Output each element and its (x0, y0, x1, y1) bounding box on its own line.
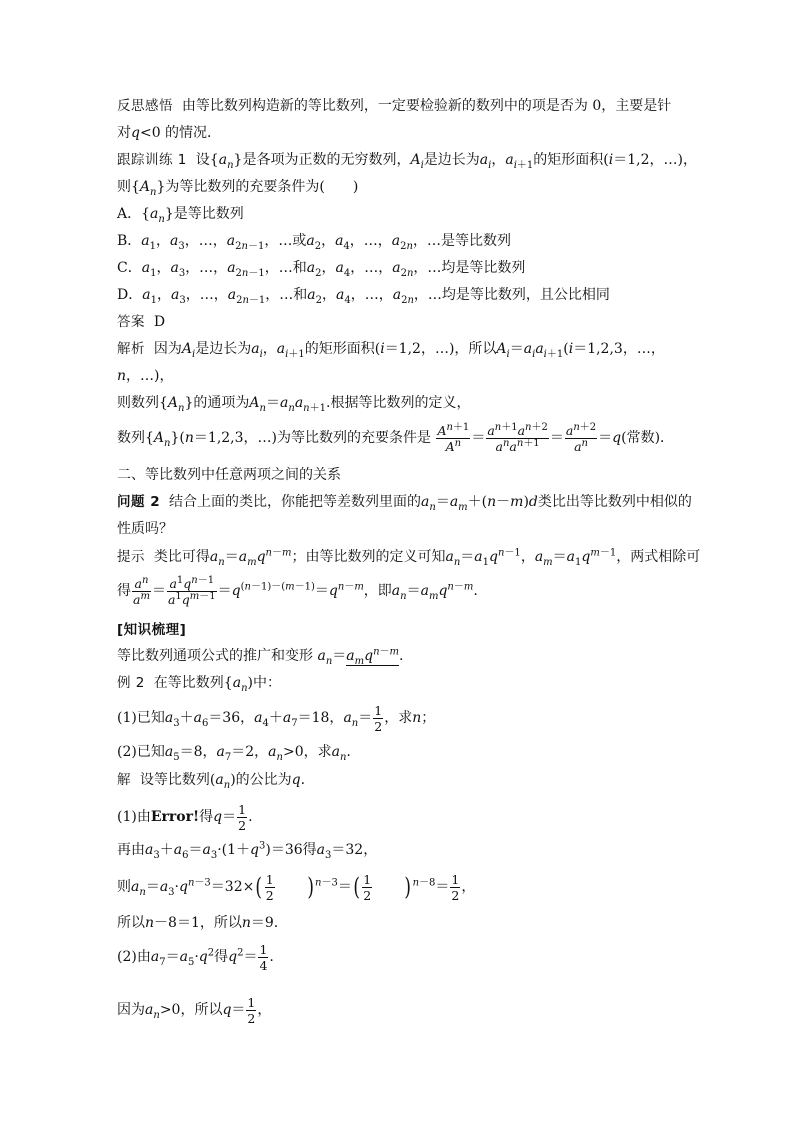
solution-label: 解 (117, 772, 131, 788)
solution-2-line-2: 因为$a_n>0$，所以q＝ $\frac{1}{2}$ ， (117, 994, 272, 1026)
fraction: $\frac{1}{2}$ (238, 801, 247, 833)
error-text: Error! (150, 809, 200, 825)
fraction: $\frac{a^{n+1}a^{n+2}}{a^na^{n+1}}$ (487, 421, 548, 454)
section-title: 二、等比数列中任意两项之间的关系 (117, 467, 341, 483)
analysis-line-4: 数列$\{A_n\}(n=1,2,3$，…)为等比数列的充要条件是 $\frac{A^{n+1}}{A^n}$ ＝ $\frac{a^{n+1}a^{n+2}}{a^na^{n+1}}$ ＝ $\frac{a^{n+2}}{a^n}$ ＝q(常数)． (117, 421, 675, 454)
hint-line-2: 得 $\frac{a^n}{a^m}$ ＝ $\frac{a^1q^{n-1}}{a^1q^{m-1}}$ $=q^{(n-1)-(m-1)}=q^{n-m}$，即$a_n=a_mq^{n-m}$. (117, 574, 478, 607)
fraction: $\frac{a^n}{a^m}$ (133, 574, 150, 607)
option-b: B．$a_1$，$a_3$，…，$a_{2n-1}$，…或$a_2$，$a_4$，…，$a_{2n}$，…是等比数列 (117, 233, 511, 252)
solution-1-line-4: 所以n－8＝1，所以n＝9. (117, 915, 279, 931)
reflect-line-2: 对q<0 的情况． (117, 125, 222, 141)
part-2: (2)已知$a_5=8$，$a_7=2$，$a_n>0$，求$a_n$. (117, 744, 351, 763)
option-d: D．$a_1$，$a_3$，…，$a_{2n-1}$，…和$a_2$，$a_4$，…，$a_{2n}$，…均是等比数列，且公比相同 (117, 287, 610, 306)
fraction: $\frac{A^{n+1}}{A^n}$ (437, 421, 470, 454)
question-label: 问题 2 (117, 494, 161, 510)
question-line-2: 性质吗？ (117, 521, 173, 537)
example-line: 例 2 在等比数列$\{a_n)$中： (117, 675, 281, 694)
solution-1-line-3: 则$a_n=a_3\cdot q^{n-3}=32\times$( $\frac{1}{2}$ )$^{n-3}$＝( $\frac{1}{2}$ )$^{n-8}$＝ $\frac{1}{2}$ ， (117, 871, 476, 903)
answer-line (117, 313, 694, 331)
knowledge-line: 等比数列通项公式的推广和变形 $a_n=a_mq^{n-m}$. (117, 646, 404, 667)
fraction: $\frac{1}{2}$ (451, 871, 460, 903)
solution-1-line-2: 再由$a_3+a_6=a_3\cdot(1+q^3)=36$得$a_3=32$， (117, 840, 378, 861)
hint-label: 提示 (117, 549, 145, 565)
answer-label: 答案 (117, 314, 145, 330)
fraction: $\frac{1}{2}$ (374, 702, 383, 734)
reflect-label: 反思感悟 (117, 98, 173, 114)
option-a: A．$\{a_n\}$是等比数列 (117, 206, 244, 225)
fraction: $\frac{a^1q^{n-1}}{a^1q^{m-1}}$ (167, 574, 216, 607)
follow-label: 跟踪训练 1 (117, 152, 187, 168)
solution-1-line-1: (1)由Error!得q＝ $\frac{1}{2}$ . (117, 801, 253, 833)
analysis-line-2: n，…)， (117, 368, 174, 384)
fraction: $\frac{1}{2}$ (247, 994, 256, 1026)
follow-line-1: 跟踪训练 1 设$\{a_n\}$是各项为正数的无穷数列，$A_i$是边长为$a_i$，$a_{i+1}$的矩形面积(i＝1,2，…)， (117, 152, 697, 171)
reflect-text: 由等比数列构造新的等比数列，一定要检验新的数列中的项是否为 0，主要是针 (181, 98, 672, 114)
fraction: $\frac{a^{n+2}}{a^n}$ (565, 421, 597, 454)
analysis-line-3: 则数列$\{A_n\}$的通项为$A_n=a_na_{n+1}$.根据等比数列的定义， (117, 395, 471, 414)
fraction: $\frac{1}{4}$ (259, 941, 268, 973)
part-1: (1)已知$a_3+a_6=36$，$a_4+a_7=18$，$a_n=$ $\frac{1}{2}$ ，求n； (117, 702, 436, 734)
answer-value: D (153, 314, 166, 330)
question-line-1: 问题 2 结合上面的类比，你能把等差数列里面的$a_n=a_m+(n-m)d$类比出等比数列中相似的 (117, 494, 692, 513)
fraction: $\frac{1}{2}$ (265, 871, 274, 903)
reflect-line-1 (117, 97, 694, 115)
analysis-label: 解析 (117, 341, 145, 357)
analysis-line-1: 解析 因为$A_i$是边长为$a_i$，$a_{i+1}$的矩形面积(i＝1,2，…)，所以$A_i=a_ia_{i+1}(i=1,2,3$，…， (117, 341, 665, 360)
fraction: $\frac{1}{2}$ (363, 871, 372, 903)
follow-line-2: 则$\{A_n\}$为等比数列的充要条件为( ) (117, 179, 359, 198)
solution-line: 解 设等比数列$(a_n)$的公比为q. (117, 772, 306, 791)
option-c: C．$a_1$，$a_3$，…，$a_{2n-1}$，…和$a_2$，$a_4$，…，$a_{2n}$，…均是等比数列 (117, 260, 526, 279)
knowledge-heading: [知识梳理] (117, 622, 187, 638)
solution-2-line-1: (2)由$a_7=a_5\cdot q^2$得$q^2=$ $\frac{1}{4}$ . (117, 941, 274, 973)
hint-line-1: 提示 类比可得$a_n=a_mq^{n-m}$；由等比数列的定义可知$a_n=a_1q^{n-1}$，$a_m=a_1q^{m-1}$，两式相除可 (117, 547, 701, 568)
example-label: 例 2 (117, 675, 145, 691)
